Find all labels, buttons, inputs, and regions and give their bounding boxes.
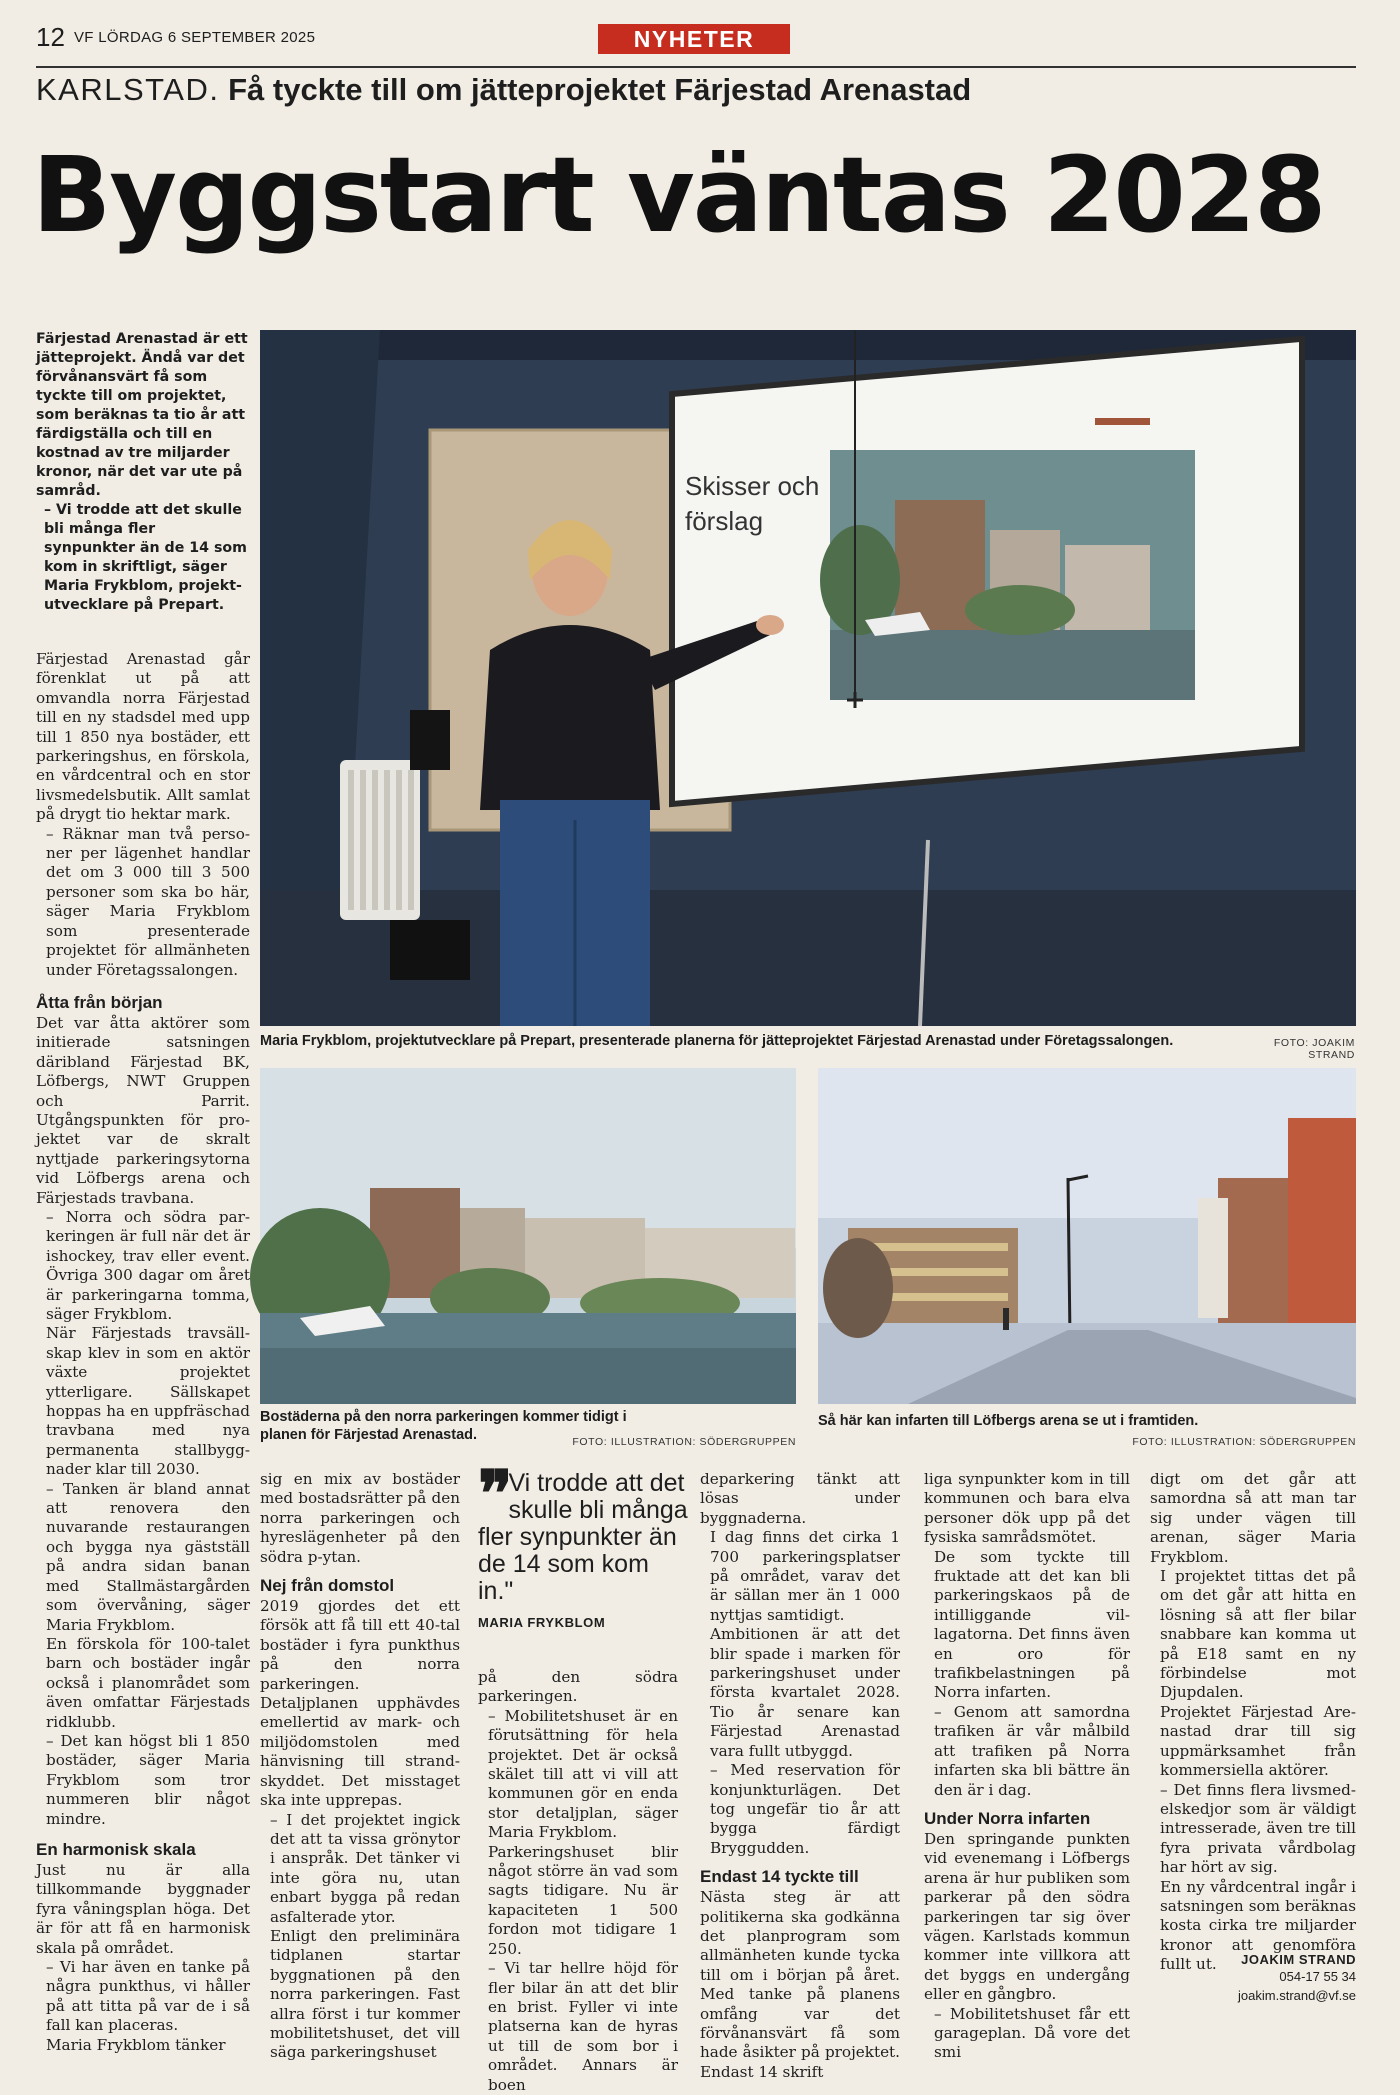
body-column-3 bbox=[478, 1668, 678, 2095]
col5-paragraph: De som tyckte till fruktade att det kan bli parkeringskaos på de intilliggande villagatorna. Det finns även en oro för trafikbelastningen på Norra infarten. bbox=[934, 1547, 1130, 1702]
kicker bbox=[36, 72, 971, 108]
main-photo-caption: Maria Frykblom, projektutvecklare på Prepart, presenterade planerna för jätteprojektet Färjestad Arenastad under Företagssalongen. bbox=[260, 1033, 1174, 1049]
col1-paragraph: Färjestad Arenastad går förenklat ut på att omvandla norra Färjestad till en ny stadsdel med upp till 1 850 nya bostäder, ett parkeringshus, en förskola, en vårdcentral och en stor livsmedelsbutik. Allt samlat på drygt tio hektar mark. bbox=[36, 650, 250, 824]
header-rule bbox=[36, 66, 1356, 68]
illustration-north-parking bbox=[260, 1068, 796, 1404]
main-photo-credit: FOTO: JOAKIM STRAND bbox=[1273, 1037, 1355, 1061]
col1-subhead: En harmonisk skala bbox=[36, 1839, 196, 1859]
col2-paragraph: sig en mix av bostäder med bostadsrätter på den norra parkeringen och hyreslägenheter på den södra p-ytan. bbox=[260, 1470, 460, 1566]
col5-paragraph: Den springande punkten vid evenemang i Löfbergs arena är hur publiken som parkerar på den södra parkeringen tar sig över vägen. Karlstads kommun kommer inte villkora att det byggs en undergång eller en gångbro. bbox=[924, 1829, 1130, 2004]
col1-paragraph: – Vi har även en tanke på några punkthus, vi håller på att titta på var de i så fall kan placeras. bbox=[46, 1958, 250, 2035]
col3-paragraph: på den södra parkeringen. bbox=[478, 1668, 678, 1706]
col2-paragraph: Enligt den preliminära tidplanen startar byggnationen på den norra parkeringen. Fast allra först i tur kommer mobilitetshuset, det vill säga parkeringshuset bbox=[270, 1926, 460, 2062]
left-illustration-caption: Bostäderna på den norra parkeringen kommer tidigt i planen för Färjestad Arenastad. bbox=[260, 1409, 627, 1443]
col6-paragraph: digt om det går att samordna så att man tar sig under vägen till arenan, säger Maria Frykblom. bbox=[1150, 1470, 1356, 1566]
col3-paragraph: Parkeringshuset blir något större än vad som sagts tidigare. Nu är kapaciteten 1 500 fordon mot tidigare 1 250. bbox=[488, 1842, 678, 1958]
lead-paragraph: Färjestad Arenastad är ett jätteprojekt. Ändå var det förvånansvärt få som tyckte till om projektet, som beräknas ta tio år att färdigställa och till en kostnad av tre miljarder kronor, när det var ute på samråd. bbox=[36, 331, 248, 499]
col4-paragraph: Nästa steg är att politikerna ska godkänna det planprogram som allmänheten kunde tycka till om i början på året. Med tanke på planens omfång var det förvånansvärt få som hade åsikter på projektet. Endast 14 skrift bbox=[700, 1888, 900, 2081]
screen-title-line1: Skisser och bbox=[685, 471, 820, 501]
col6-paragraph: Projektet Färjestad Arenastad drar till sig uppmärksamhet från kommersiella aktörer. bbox=[1160, 1702, 1356, 1780]
col3-paragraph: – Vi tar hellre höjd för fler bilar än att det blir en brist. Fyller vi inte platserna kan de hyras ut till de som bor i området. Annars är boen bbox=[488, 1959, 678, 2094]
lead-column bbox=[36, 330, 250, 615]
illustration-arena-entrance bbox=[818, 1068, 1356, 1404]
col5-paragraph: liga synpunkter kom in till kommunen och bara elva personer dök upp på det fysiska samrådsmötet. bbox=[924, 1470, 1130, 1547]
col1-paragraph: – Tanken är bland annat att renovera den nuvarande restaurangen och bygga nya gästställ på andra sidan banan med Stallmästargården som övervåning, säger Maria Frykblom. bbox=[46, 1479, 250, 1634]
col6-paragraph: En ny vårdcentral ingår i satsningen som beräknas kosta cirka tre miljarder kronor att genomföra fullt ut. bbox=[1160, 1877, 1356, 1974]
dateline: VF LÖRDAG 6 SEPTEMBER 2025 bbox=[74, 29, 316, 46]
col4-paragraph: Ambitionen är att det blir spade i marken för parkeringshuset under första kvartalet 2028. Tio år senare kan Färjestad Arenastad vara fullt utbyggd. bbox=[710, 1625, 900, 1760]
byline-email[interactable]: joakim.strand@vf.se bbox=[1238, 1988, 1356, 2003]
col1-paragraph: När Färjestads travsällskap klev in som en aktör växte projektet ytterligare. Sällskapet hoppas ha en uppfräschad travbana med nya permanenta stallbyggnader klar till 2030. bbox=[46, 1324, 250, 1479]
body-column-2 bbox=[260, 1470, 460, 2063]
headline: Byggstart väntas 2028 bbox=[32, 134, 1325, 256]
col1-paragraph: – Det kan högst bli 1 850 bostäder, säger Maria Frykblom som tror nummeren blir något mindre. bbox=[46, 1731, 250, 1828]
col6-paragraph: – Det finns flera livsmedelskedjor som är väldigt intresserade, även tre till fyra privata vårdbolag har hört av sig. bbox=[1160, 1780, 1356, 1877]
kicker-text: Få tyckte till om jätteprojektet Färjestad Arenastad bbox=[228, 72, 972, 107]
col2-paragraph: 2019 gjordes det ett försök att få till ett 40-tal bostäder i fyra punkthus på den norra parkeringen. Detaljplanen upphävdes emellertid av mark- och miljödomstolen med hänvisning till strandskyddet. Det misstaget ska inte upprepas. bbox=[260, 1597, 460, 1810]
main-photo bbox=[260, 330, 1356, 1026]
col4-paragraph: – Med reservation för konjunkturlägen. Det tog ungefär tio år att bygga färdigt Bryggudden. bbox=[710, 1761, 900, 1857]
col5-paragraph: – Genom att samordna trafiken är vår målbild att trafiken på Norra infarten ska bli bättre än den är i dag. bbox=[934, 1702, 1130, 1799]
right-illustration-caption: Så här kan infarten till Löfbergs arena se ut i framtiden. bbox=[818, 1413, 1199, 1429]
quote-text: Vi trodde att det skulle bli många fler synpunkter än de 14 som kom in." bbox=[478, 1469, 688, 1605]
col1-subhead: Åtta från början bbox=[36, 992, 163, 1012]
byline-phone: 054-17 55 34 bbox=[1279, 1969, 1356, 1984]
col6-paragraph: I projektet tittas det på om det går att hitta en lösning så att fler bilar snabbare kan komma ut på E18 samt en ny förbindelse mot Djupdalen. bbox=[1160, 1567, 1356, 1702]
col4-subhead: Endast 14 tyckte till bbox=[700, 1867, 859, 1887]
pull-quote bbox=[478, 1457, 688, 1630]
col2-subhead: Nej från domstol bbox=[260, 1576, 395, 1596]
page-number: 12 bbox=[36, 22, 65, 52]
col4-paragraph: deparkering tänkt att lösas under byggnaderna. bbox=[700, 1470, 900, 1527]
body-column-1 bbox=[36, 650, 250, 2055]
byline bbox=[1150, 1952, 1356, 2005]
right-illustration-credit: FOTO: ILLUSTRATION: SÖDERGRUPPEN bbox=[1132, 1436, 1356, 1448]
byline-name: JOAKIM STRAND bbox=[1241, 1952, 1356, 1967]
col5-paragraph: – Mobilitetshuset får ett garageplan. Då vore det smi bbox=[934, 2004, 1130, 2062]
col1-paragraph: Det var åtta aktörer som initierade satsningen däribland Färjestad BK, Löfbergs, NWT Gruppen och Parrit. Utgångspunkten för projektet var de skralt nyttjade parkeringsytorna vid Löfbergs arena och Färjestads travbana. bbox=[36, 1013, 250, 1207]
section-label: NYHETER bbox=[598, 24, 790, 54]
quote-attribution: MARIA FRYKBLOM bbox=[478, 1615, 606, 1630]
body-column-5 bbox=[924, 1470, 1130, 2063]
body-column-4 bbox=[700, 1470, 900, 2082]
body-column-6 bbox=[1150, 1470, 1356, 1975]
screen-title-line2: förslag bbox=[685, 506, 764, 536]
lead-quote: – Vi trodde att det skulle bli många fler synpunkter än de 14 som kom in skriftligt, säger Maria Frykblom, projektutvecklare på Prepart. bbox=[44, 502, 247, 613]
col1-paragraph: Just nu är alla tillkommande byggnader fyra våningsplan höga. Det är för att få en harmonisk skala på området. bbox=[36, 1860, 250, 1957]
col2-paragraph: – I det projektet ingick det att ta vissa grönytor i anspråk. Det tänker vi inte göra nu, utan enbart bygga på redan asfalterade ytor. bbox=[270, 1810, 460, 1926]
kicker-place: KARLSTAD. bbox=[36, 72, 220, 107]
left-illustration-credit: FOTO: ILLUSTRATION: SÖDERGRUPPEN bbox=[572, 1436, 796, 1448]
col4-paragraph: I dag finns det cirka 1 700 parkeringsplatser på området, varav det är sällan mer än 1 000 nyttjas samtidigt. bbox=[710, 1528, 900, 1624]
quote-mark-icon: ❞ bbox=[478, 1457, 505, 1532]
col1-paragraph: – Räknar man två personer per lägenhet handlar det om 3 000 till 3 500 personer som ska bo här, säger Maria Frykblom som presenterade projektet för allmänheten under Företagssalongen. bbox=[46, 824, 250, 979]
col1-paragraph: Maria Frykblom tänker bbox=[46, 2035, 226, 2054]
col3-paragraph: – Mobilitetshuset är en förutsättning för hela projektet. Det är också skälet till att vi vill att kommunen gör en enda stor detaljplan, säger Maria Frykblom. bbox=[488, 1706, 678, 1842]
col1-paragraph: – Norra och södra parkeringen är full när det är ishockey, trav eller event. Övriga 300 dagar om året är parkeringarna tomma, säger Frykblom. bbox=[46, 1207, 250, 1323]
col1-paragraph: En förskola för 100-talet barn och bostäder ingår också i planområdet som även omfattar Färjestads ridklubb. bbox=[46, 1634, 250, 1731]
col5-subhead: Under Norra infarten bbox=[924, 1808, 1091, 1828]
